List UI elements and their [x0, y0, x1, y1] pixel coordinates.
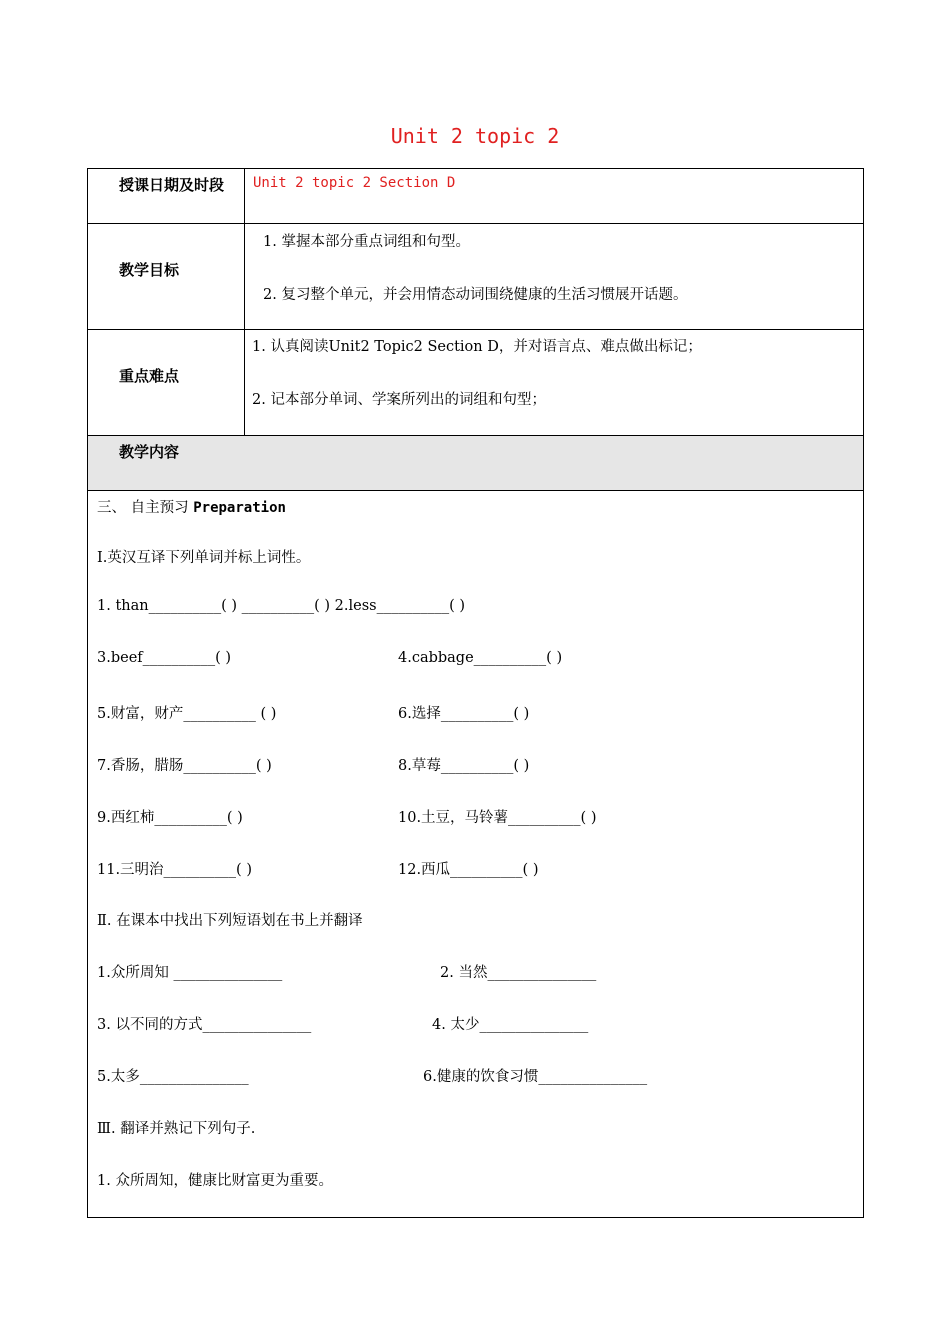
- vocab-line-1: 1. than__________( ) __________( ) 2.less__________( ): [97, 598, 466, 614]
- part2-title: Ⅱ. 在课本中找出下列短语划在书上并翻译: [97, 913, 363, 929]
- row-content-header: [88, 436, 864, 491]
- goal-item-1: 1. 掌握本部分重点词组和句型。: [263, 234, 470, 250]
- cell-key-label: [88, 330, 245, 436]
- phrase-item-6: 6.健康的饮食习惯_______________: [423, 1069, 648, 1085]
- date-value: Unit 2 topic 2 Section D: [253, 175, 456, 191]
- vocab-item-4: 4.cabbage__________( ): [398, 650, 563, 666]
- vocab-item-7: 7.香肠，腊肠__________( ): [97, 758, 272, 774]
- phrase-item-4: 4. 太少_______________: [432, 1017, 589, 1033]
- row-content: [88, 491, 864, 1218]
- phrase-item-1: 1.众所周知 _______________: [97, 965, 283, 981]
- cell-date-value: [245, 169, 864, 224]
- vocab-item-8: 8.草莓__________( ): [398, 758, 530, 774]
- key-point-2: 2. 记本部分单词、学案所列出的词组和句型；: [252, 392, 546, 408]
- part3-title: Ⅲ. 翻译并熟记下列句子.: [97, 1121, 256, 1137]
- cell-goals-label: [88, 224, 245, 330]
- vocab-item-11: 11.三明治__________( ): [97, 862, 252, 878]
- phrase-item-2: 2. 当然_______________: [440, 965, 597, 981]
- goals-label: 教学目标: [119, 261, 180, 279]
- page-title: Unit 2 topic 2: [390, 124, 560, 148]
- vocab-item-12: 12.西瓜__________( ): [398, 862, 539, 878]
- content-body: [88, 491, 863, 1217]
- vocab-item-6: 6.选择__________( ): [398, 706, 530, 722]
- vocab-item-10: 10.土豆，马铃薯__________( ): [398, 810, 597, 826]
- cell-content-header: [88, 436, 864, 491]
- vocab-item-9: 9.西红柿__________( ): [97, 810, 243, 826]
- section-heading: [97, 496, 286, 517]
- vocab-item-5: 5.财富，财产__________ ( ): [97, 706, 277, 722]
- cell-date-label: [88, 169, 245, 224]
- key-label: 重点难点: [119, 367, 180, 385]
- phrase-item-5: 5.太多_______________: [97, 1069, 249, 1085]
- phrase-item-3: 3. 以不同的方式_______________: [97, 1017, 312, 1033]
- row-goals: [88, 224, 864, 330]
- goal-item-2: 2. 复习整个单元，并会用情态动词围绕健康的生活习惯展开话题。: [263, 287, 688, 303]
- vocab-item-3: 3.beef__________( ): [97, 650, 232, 666]
- lesson-table: [87, 168, 864, 1218]
- section-en: Preparation: [193, 500, 286, 516]
- content-label: 教学内容: [119, 443, 180, 461]
- row-key-points: [88, 330, 864, 436]
- sentence-1: 1. 众所周知，健康比财富更为重要。: [97, 1173, 333, 1189]
- cell-goals: [245, 224, 864, 330]
- date-label: 授课日期及时段: [119, 176, 225, 194]
- cell-key-points: [245, 330, 864, 436]
- part1-title: Ⅰ.英汉互译下列单词并标上词性。: [97, 550, 311, 566]
- cell-content: [88, 491, 864, 1218]
- row-date: [88, 169, 864, 224]
- section-prefix: 三、 自主预习: [97, 500, 189, 516]
- key-point-1: 1. 认真阅读Unit2 Topic2 Section D，并对语言点、难点做出标记；: [252, 339, 702, 355]
